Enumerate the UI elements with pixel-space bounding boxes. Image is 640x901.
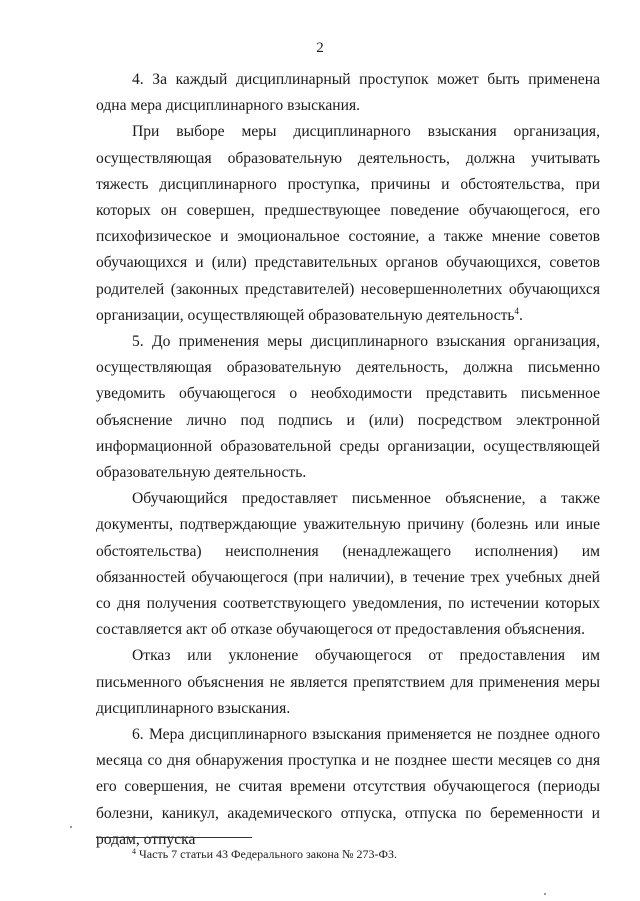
page-number: 2 <box>316 40 324 56</box>
scan-speck <box>544 893 546 895</box>
footnote-reference: 4 <box>514 305 520 316</box>
footnote <box>96 846 600 862</box>
footnote-text: Часть 7 статьи 43 Федерального закона № 273-ФЗ. <box>139 847 398 861</box>
footnote-mark: 4 <box>132 847 136 856</box>
paragraph-explanation-deadline: Обучающийся предоставляет письменное объяснение, а также документы, подтверждающие уважительную причину (болезнь или иные обстоятельства) неисполнения (ненадлежащего исполнения) им обязанностей обучающегося (при наличии), в течение трех учебных дней со дня получения соответствующего уведомления, по истечении которых составляется акт об отказе обучающегося от предоставления объяснения. <box>96 490 600 639</box>
footnote-divider <box>96 837 252 838</box>
paragraph-selection-criteria: При выборе меры дисциплинарного взыскания организация, осуществляющая образовательную деятельность, должна учитывать тяжесть дисциплинарного проступка, причины и обстоятельства, при которых он совершен, предшествующее поведение обучающегося, его психофизическое и эмоциональное состояние, а также мнение советов обучающихся и (или) представительных органов обучающихся, советов родителей (законных представителей) несовершеннолетних обучающихся организации, осуществляющей образовательную деятельность$^4$. <box>96 123 600 324</box>
paragraph-item-5: 5. До применения меры дисциплинарного взыскания организация, осуществляющая образовательную деятельность, должна письменно уведомить обучающегося о необходимости представить письменное объяснение лично под подпись и (или) посредством электронной информационной образовательной среды организации, осуществляющей образовательную деятельность. <box>96 333 600 482</box>
paragraph-item-4: 4. За каждый дисциплинарный проступок может быть применена одна мера дисциплинарного взыскания. <box>96 71 600 115</box>
scan-speck <box>70 826 72 828</box>
paragraph-refusal: Отказ или уклонение обучающегося от предоставления им письменного объяснения не является препятствием для применения меры дисциплинарного взыскания. <box>96 647 600 717</box>
paragraph-item-6: 6. Мера дисциплинарного взыскания применяется не позднее одного месяца со дня обнаружения проступка и не позднее шести месяцев со дня его совершения, не считая времени отсутствия обучающегося (периоды болезни, каникул, академического отпуска, отпуска по беременности и родам, отпуска <box>96 726 600 848</box>
document-body <box>96 67 600 853</box>
